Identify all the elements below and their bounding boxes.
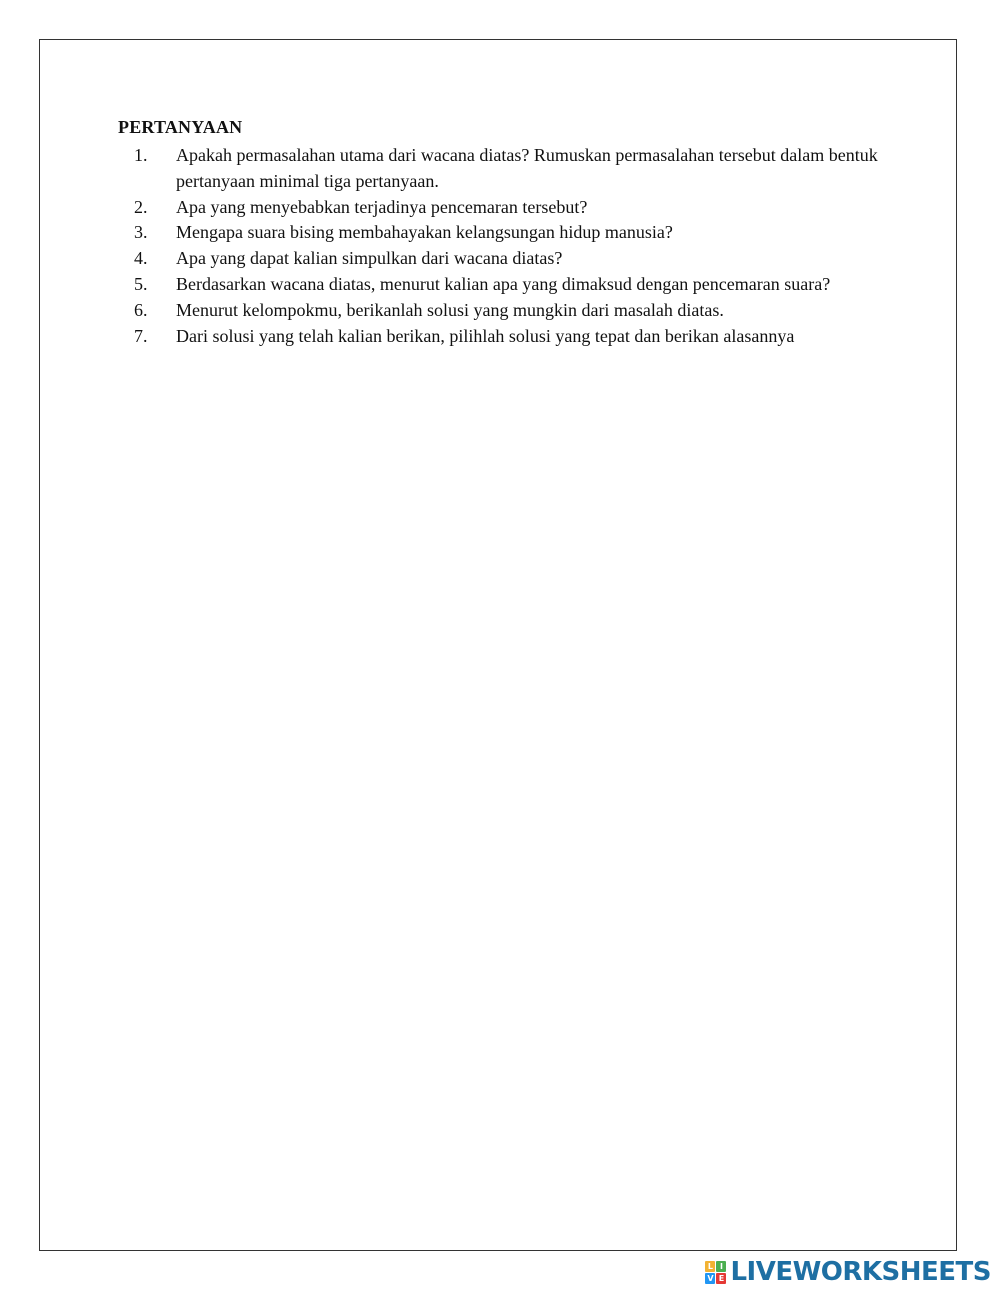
question-number: 4. [134, 248, 148, 269]
question-list [118, 143, 898, 349]
liveworksheets-logo[interactable] [705, 1258, 991, 1286]
question-item [118, 195, 898, 221]
logo-letter-v: V [707, 1273, 714, 1283]
section-heading: PERTANYAAN [118, 117, 243, 137]
question-text: Berdasarkan wacana diatas, menurut kalian apa yang dimaksud dengan pencemaran suara? [176, 273, 831, 294]
question-number: 1. [134, 145, 148, 165]
live-badge-icon [705, 1261, 726, 1284]
question-text: Apa yang menyebabkan terjadinya pencemaran tersebut? [176, 196, 588, 217]
question-item [118, 272, 898, 298]
question-item [118, 246, 898, 272]
logo-letter-l: L [705, 1261, 715, 1272]
question-item [118, 143, 898, 195]
question-text: Apakah permasalahan utama dari wacana diatas? Rumuskan permasalahan tersebut dalam bentuk pertanyaan minimal tiga pertanyaan. [176, 145, 878, 191]
question-item [118, 324, 898, 350]
question-number: 5. [134, 273, 148, 294]
question-item [118, 298, 898, 324]
question-item [118, 220, 898, 246]
question-number: 6. [134, 299, 148, 320]
question-text: Apa yang dapat kalian simpulkan dari wacana diatas? [176, 248, 563, 269]
question-number: 7. [134, 325, 148, 346]
logo-letter-e: E [716, 1273, 726, 1284]
question-number: 2. [134, 196, 148, 217]
logo-letter-i: I [716, 1261, 726, 1272]
question-text: Dari solusi yang telah kalian berikan, pilihlah solusi yang tepat dan berikan alasannya [176, 325, 795, 346]
question-number: 3. [134, 222, 148, 243]
brand-name: LIVEWORKSHEETS [730, 1257, 991, 1287]
question-text: Mengapa suara bising membahayakan kelangsungan hidup manusia? [176, 222, 673, 243]
question-text: Menurut kelompokmu, berikanlah solusi yang mungkin dari masalah diatas. [176, 299, 724, 320]
